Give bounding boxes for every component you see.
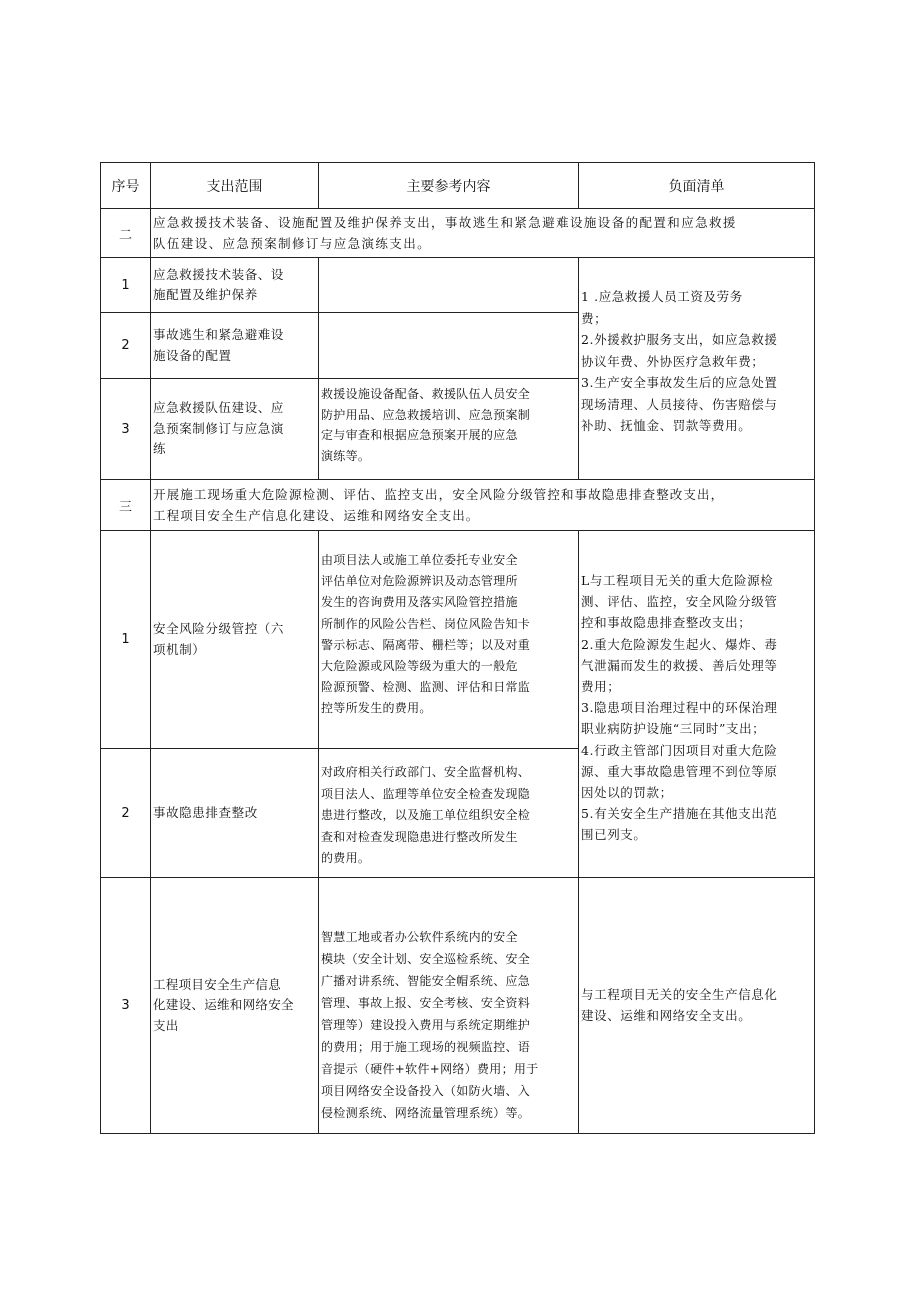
section-2-row-1-scope: 应急救援技术装备、设 施配置及维护保养 (153, 266, 285, 302)
header-negative: 负面清单 (668, 178, 725, 195)
section-2-seq: 二 (118, 227, 132, 243)
header-scope: 支出范围 (206, 178, 263, 195)
section-2-row-2-seq: 2 (121, 338, 130, 353)
section-3-negative-list-b: 与工程项目无关的安全生产信息化 建设、运维和网络安全支出。 (581, 987, 778, 1023)
section-3-row-2-scope: 事故隐患排查整改 (153, 804, 258, 820)
section-3-seq: 三 (118, 499, 132, 515)
section-2-row-3-seq: 3 (121, 421, 130, 437)
section-3-description-text: 开展施工现场重大危险源检测、评估、监控支出，安全风险分级管控和事故隐患排查整改支出， 工程项目安全生产信息化建设、运维和网络安全支出。 (153, 487, 725, 523)
section-2-description (150, 208, 815, 258)
section-2-row-2-content (318, 312, 579, 379)
section-2-row-1-seq: 1 (121, 277, 130, 293)
section-3-row-1-content: 由项目法人或施工单位委托专业安全 评估单位对危险源辨识及动态管理所 发生的咨询费用及落实风险管控措施 所制作的风险公告栏、岗位风险告知卡 警示标志、隔离带、栅栏等；以及对重 大危险源或风险等级为重大的一般危 险源预警、检测、监测、评估和日常监 控等所发生的费用。 (321, 553, 531, 716)
header-content: 主要参考内容 (406, 178, 491, 195)
section-3-row-1-seq: 1 (121, 632, 130, 647)
section-3-description (150, 479, 815, 531)
section-2-row-2-scope: 事故逃生和紧急避难设 施设备的配置 (153, 327, 285, 363)
section-3-negative-list-a: L与工程项目无关的重大危险源检 测、评估、监控，安全风险分级管 控和事故隐患排查整改支出； 2.重大危险源发生起火、爆炸、毒 气泄漏而发生的救援、善后处理等 费用； 3.隐患项目治理过程中的环保治理 职业病防护设施“三同时”支出； 4.行政主管部门因项目对重大危险 源、重大事故隐患管理不到位等原 因处以的罚款； 5.有关安全生产措施在其他支出范 围已列支。 (581, 573, 778, 843)
section-2-negative-list: 1 .应急救援人员工资及劳务 费； 2.外援救护服务支出，如应急救援 协议年费、外协医疗急救年费； 3.生产安全事故发生后的应急处置 现场清理、人员接待、伤害赔偿与 补助、抚恤金、罚款等费用。 (581, 289, 778, 433)
section-2-row-3-content: 救援设施设备配备、救援队伍人员安全 防护用品、应急救援培训、应急预案制 定与审查和根据应急预案开展的应急 演练等。 (321, 387, 531, 463)
section-2-description-text: 应急救援技术装备、设施配置及维护保养支出，事故逃生和紧急避难设施设备的配置和应急救援 队伍建设、应急预案制修订与应急演练支出。 (153, 215, 737, 251)
section-3-row-3-seq: 3 (121, 998, 130, 1013)
section-2-row-1-content (318, 257, 579, 313)
section-3-row-2-content: 对政府相关行政部门、安全监督机构、 项目法人、监理等单位安全检查发现隐 患进行整改，以及施工单位组织安全检 查和对检查发现隐患进行整改所发生 的费用。 (321, 765, 531, 865)
section-3-row-3-scope: 工程项目安全生产信息 化建设、运维和网络安全 支出 (153, 976, 294, 1033)
section-3-row-3-content: 智慧工地或者办公软件系统内的安全 模块（安全计划、安全巡检系统、安全 广播对讲系统、智能安全帽系统、应急 管理、事故上报、安全考核、安全资料 管理等）建设投入费用与系统定期维护 的费用；用于施工现场的视频监控、语 音提示（硬件+软件+网络）费用；用于 项目网络安全设备投入（如防火墙、入 侵检测系统、网络流量管理系统）等。 (321, 930, 539, 1120)
section-3-row-1-scope: 安全风险分级管控（六 项机制） (153, 621, 285, 657)
section-2-row-3-scope: 应急救援队伍建设、应 急预案制修订与应急演 练 (153, 400, 285, 457)
section-3-row-2-seq: 2 (121, 805, 130, 821)
header-seq: 序号 (111, 178, 140, 195)
